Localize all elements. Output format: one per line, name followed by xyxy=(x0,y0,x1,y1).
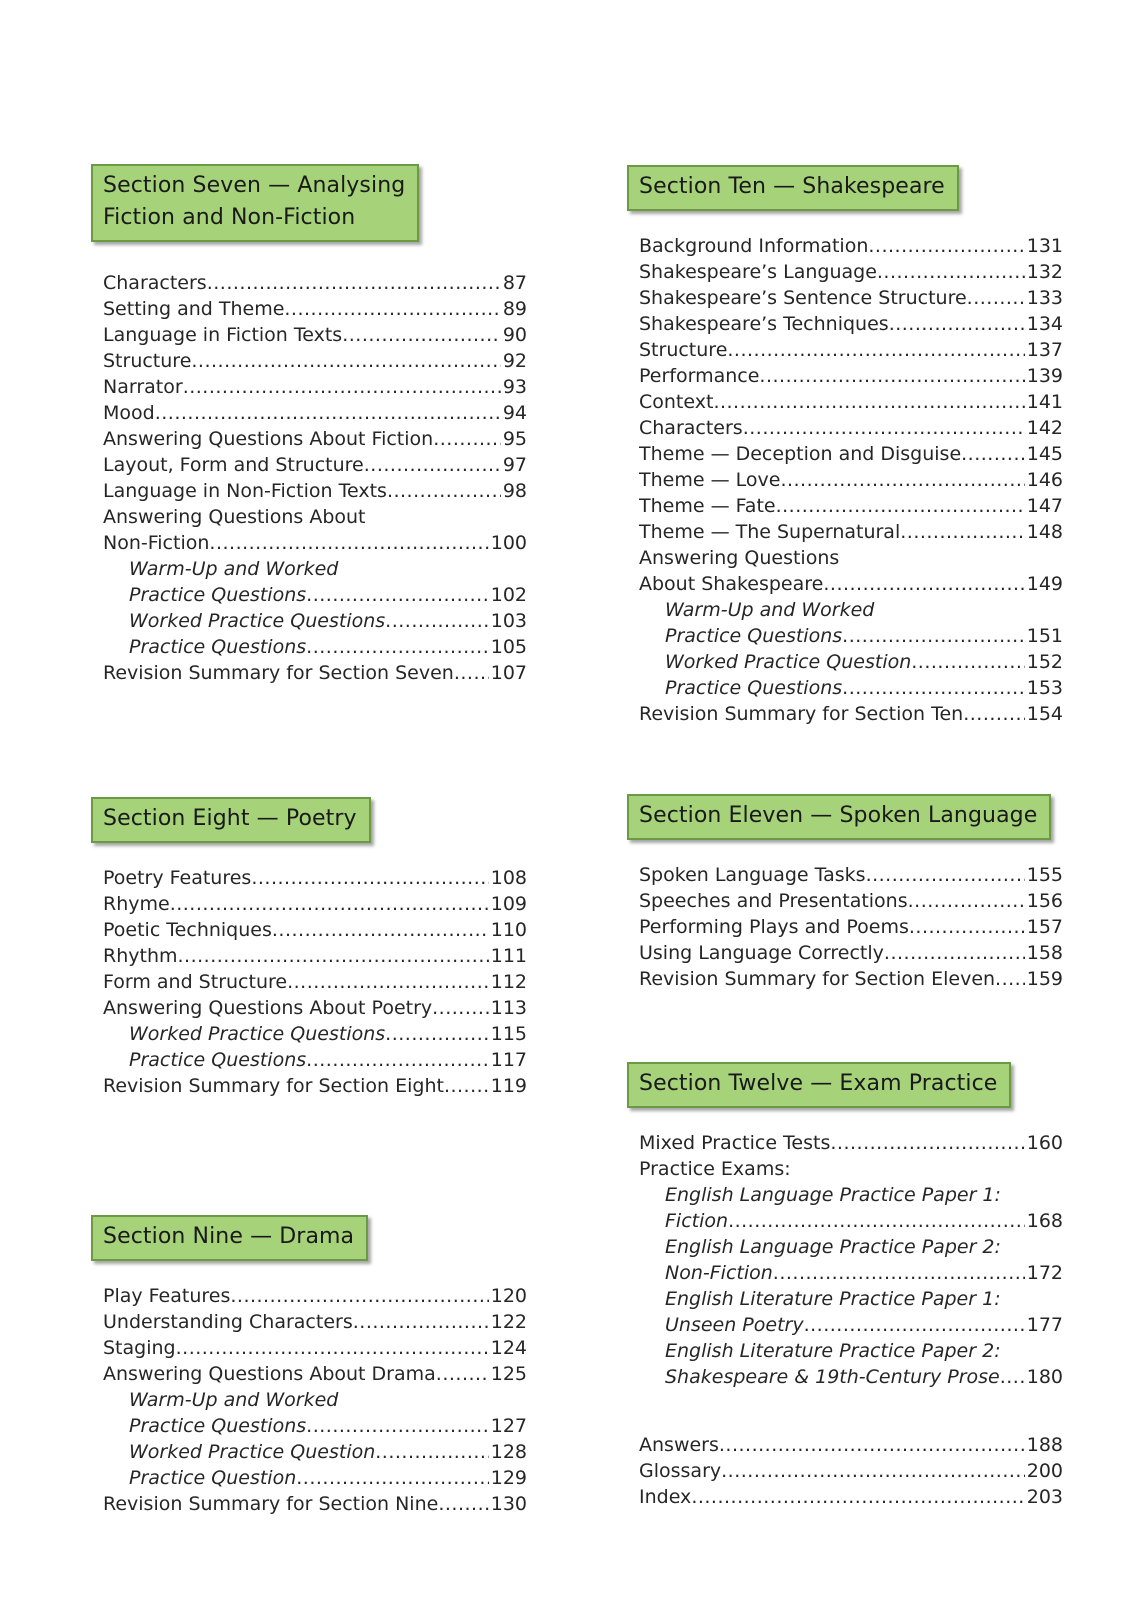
toc-entry[interactable]: Structure ..... 92 xyxy=(103,348,527,374)
toc-entry[interactable]: Language in Non-Fiction Texts ..... 98 xyxy=(103,478,527,504)
toc-subentry-line: Warm-Up and Worked xyxy=(129,1389,339,1411)
toc-subentry-line: English Language Practice Paper 2: xyxy=(665,1236,1001,1258)
toc-subentry[interactable]: Fiction ..... 168 xyxy=(639,1208,1063,1234)
toc-subentry-line: English Language Practice Paper 1: xyxy=(665,1184,1001,1206)
toc-subentry-line: Warm-Up and Worked xyxy=(665,599,875,621)
toc-entry[interactable]: Revision Summary for Section Seven ..... 107 xyxy=(103,660,527,686)
toc-entry[interactable]: Answering Questions About Drama ..... 125 xyxy=(103,1361,527,1387)
toc-subentry[interactable]: Worked Practice Question ..... 128 xyxy=(103,1439,527,1465)
toc-subentry[interactable]: Practice Questions ..... 153 xyxy=(639,675,1063,701)
toc-entry[interactable]: Mood ..... 94 xyxy=(103,400,527,426)
toc-entry[interactable]: Using Language Correctly ..... 158 xyxy=(639,940,1063,966)
section-eleven-header: Section Eleven — Spoken Language xyxy=(627,794,1051,840)
toc-subentry[interactable]: Practice Questions ..... 127 xyxy=(103,1413,527,1439)
toc-entry[interactable]: Revision Summary for Section Eight ..... 119 xyxy=(103,1073,527,1099)
toc-entry[interactable]: Form and Structure ..... 112 xyxy=(103,969,527,995)
section-nine-entries xyxy=(91,1283,527,1517)
toc-entry[interactable]: Non-Fiction ..... 100 xyxy=(103,530,527,556)
toc-subentry-line: English Literature Practice Paper 2: xyxy=(665,1340,1001,1362)
toc-subentry[interactable]: Non-Fiction ..... 172 xyxy=(639,1260,1063,1286)
section-nine xyxy=(91,1215,527,1517)
toc-subentry-line: English Literature Practice Paper 1: xyxy=(665,1288,1001,1310)
toc-entry[interactable]: About Shakespeare ..... 149 xyxy=(639,571,1063,597)
toc-entry[interactable]: Theme — Fate ..... 147 xyxy=(639,493,1063,519)
section-eleven xyxy=(627,794,1063,992)
toc-entry[interactable]: Language in Fiction Texts ..... 90 xyxy=(103,322,527,348)
section-ten xyxy=(627,165,1063,727)
section-twelve-header: Section Twelve — Exam Practice xyxy=(627,1062,1011,1108)
section-twelve-entries xyxy=(627,1130,1063,1390)
toc-entry[interactable]: Characters ..... 87 xyxy=(103,270,527,296)
toc-entry-line: Practice Exams: xyxy=(639,1158,791,1180)
toc-entry[interactable]: Narrator ..... 93 xyxy=(103,374,527,400)
toc-subentry[interactable]: Worked Practice Question ..... 152 xyxy=(639,649,1063,675)
toc-entry[interactable]: Spoken Language Tasks ..... 155 xyxy=(639,862,1063,888)
section-seven xyxy=(91,164,527,686)
toc-entry[interactable]: Rhyme ..... 109 xyxy=(103,891,527,917)
toc-subentry[interactable]: Practice Question ..... 129 xyxy=(103,1465,527,1491)
toc-entry[interactable]: Answering Questions About Poetry ..... 113 xyxy=(103,995,527,1021)
section-nine-header: Section Nine — Drama xyxy=(91,1215,368,1261)
toc-entry[interactable]: Rhythm ..... 111 xyxy=(103,943,527,969)
toc-entry[interactable]: Answering Questions About Fiction ..... 95 xyxy=(103,426,527,452)
section-ten-entries xyxy=(627,233,1063,727)
section-eleven-entries xyxy=(627,862,1063,992)
toc-entry[interactable]: Background Information ..... 131 xyxy=(639,233,1063,259)
toc-entry-line: Answering Questions About xyxy=(103,506,366,528)
toc-subentry[interactable]: Unseen Poetry ..... 177 xyxy=(639,1312,1063,1338)
toc-entry-glossary[interactable]: Glossary ..... 200 xyxy=(639,1458,1063,1484)
toc-entry[interactable]: Revision Summary for Section Nine ..... 130 xyxy=(103,1491,527,1517)
toc-subentry[interactable]: Practice Questions ..... 105 xyxy=(103,634,527,660)
toc-entry[interactable]: Theme — The Supernatural ..... 148 xyxy=(639,519,1063,545)
toc-entry-answers[interactable]: Answers ..... 188 xyxy=(639,1432,1063,1458)
toc-entry-index[interactable]: Index ..... 203 xyxy=(639,1484,1063,1510)
toc-subentry[interactable]: Shakespeare & 19th-Century Prose ..... 180 xyxy=(639,1364,1063,1390)
toc-entry[interactable]: Structure ..... 137 xyxy=(639,337,1063,363)
toc-subentry[interactable]: Practice Questions ..... 151 xyxy=(639,623,1063,649)
section-eight-header: Section Eight — Poetry xyxy=(91,797,371,843)
section-seven-header: Section Seven — Analysing Fiction and Non-Fiction xyxy=(91,164,419,242)
toc-subentry[interactable]: Worked Practice Questions ..... 115 xyxy=(103,1021,527,1047)
toc-entry[interactable]: Understanding Characters ..... 122 xyxy=(103,1309,527,1335)
toc-entry[interactable]: Poetry Features ..... 108 xyxy=(103,865,527,891)
toc-entry[interactable]: Mixed Practice Tests ..... 160 xyxy=(639,1130,1063,1156)
toc-subentry[interactable]: Practice Questions ..... 117 xyxy=(103,1047,527,1073)
toc-entry[interactable]: Play Features ..... 120 xyxy=(103,1283,527,1309)
toc-subentry[interactable]: Practice Questions ..... 102 xyxy=(103,582,527,608)
toc-entry-line: Answering Questions xyxy=(639,547,840,569)
toc-entry[interactable]: Revision Summary for Section Ten ..... 154 xyxy=(639,701,1063,727)
toc-entry[interactable]: Staging ..... 124 xyxy=(103,1335,527,1361)
toc-entry[interactable]: Shakespeare’s Sentence Structure ..... 133 xyxy=(639,285,1063,311)
back-matter xyxy=(627,1432,1063,1510)
section-ten-header: Section Ten — Shakespeare xyxy=(627,165,959,211)
section-eight-entries xyxy=(91,865,527,1099)
toc-entry[interactable]: Performance ..... 139 xyxy=(639,363,1063,389)
back-matter-entries xyxy=(627,1432,1063,1510)
toc-entry[interactable]: Theme — Love ..... 146 xyxy=(639,467,1063,493)
toc-entry[interactable]: Characters ..... 142 xyxy=(639,415,1063,441)
toc-entry[interactable]: Context ..... 141 xyxy=(639,389,1063,415)
toc-entry[interactable]: Performing Plays and Poems ..... 157 xyxy=(639,914,1063,940)
toc-entry[interactable]: Poetic Techniques ..... 110 xyxy=(103,917,527,943)
toc-subentry[interactable]: Worked Practice Questions ..... 103 xyxy=(103,608,527,634)
section-eight xyxy=(91,797,527,1099)
toc-entry[interactable]: Setting and Theme ..... 89 xyxy=(103,296,527,322)
toc-subentry-line: Warm-Up and Worked xyxy=(129,558,339,580)
toc-entry[interactable]: Revision Summary for Section Eleven ..... 159 xyxy=(639,966,1063,992)
section-twelve xyxy=(627,1062,1063,1390)
section-seven-entries xyxy=(91,270,527,686)
toc-entry[interactable]: Shakespeare’s Techniques ..... 134 xyxy=(639,311,1063,337)
toc-entry[interactable]: Theme — Deception and Disguise ..... 145 xyxy=(639,441,1063,467)
toc-entry[interactable]: Speeches and Presentations ..... 156 xyxy=(639,888,1063,914)
toc-entry[interactable]: Layout, Form and Structure ..... 97 xyxy=(103,452,527,478)
toc-entry[interactable]: Shakespeare’s Language ..... 132 xyxy=(639,259,1063,285)
